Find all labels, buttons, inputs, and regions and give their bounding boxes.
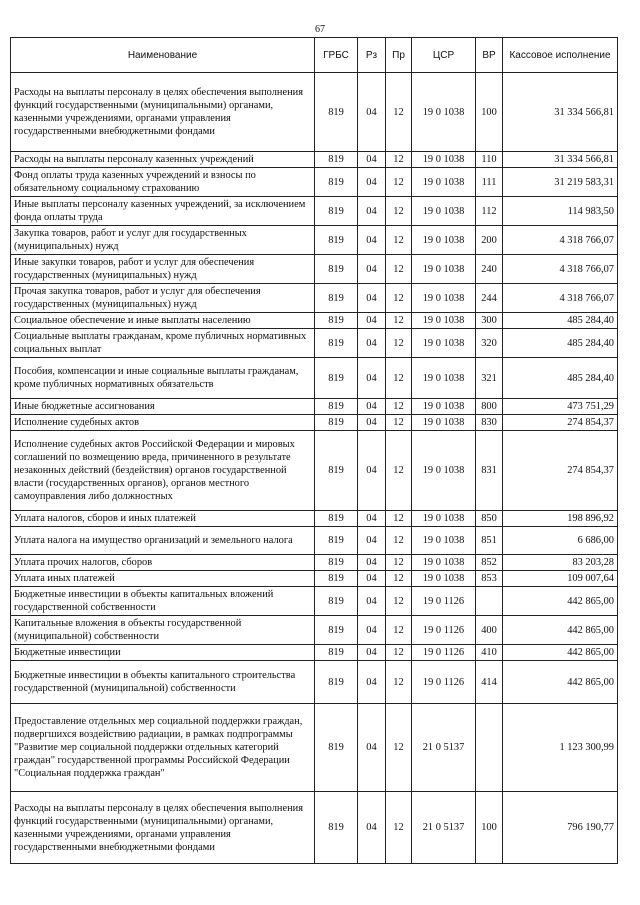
cell-rz: 04 <box>358 571 386 587</box>
cell-csr: 19 0 1126 <box>412 587 476 616</box>
cell-rz: 04 <box>358 415 386 431</box>
cell-rz: 04 <box>358 661 386 704</box>
cell-amount: 1 123 300,99 <box>503 704 618 792</box>
table-row <box>11 358 618 399</box>
header-rz: Рз <box>358 38 386 73</box>
cell-vr: 850 <box>476 511 503 527</box>
cell-rz: 04 <box>358 792 386 864</box>
table-row <box>11 587 618 616</box>
cell-vr: 321 <box>476 358 503 399</box>
cell-pr: 12 <box>386 313 412 329</box>
cell-vr: 831 <box>476 431 503 511</box>
table-row <box>11 555 618 571</box>
table-row <box>11 399 618 415</box>
cell-grbs: 819 <box>315 358 358 399</box>
cell-vr: 800 <box>476 399 503 415</box>
cell-grbs: 819 <box>315 415 358 431</box>
cell-amount: 485 284,40 <box>503 358 618 399</box>
cell-rz: 04 <box>358 704 386 792</box>
cell-rz: 04 <box>358 197 386 226</box>
table-row <box>11 431 618 511</box>
cell-amount: 442 865,00 <box>503 616 618 645</box>
cell-rz: 04 <box>358 555 386 571</box>
cell-grbs: 819 <box>315 226 358 255</box>
cell-csr: 19 0 1126 <box>412 645 476 661</box>
header-grbs: ГРБС <box>315 38 358 73</box>
cell-csr: 19 0 1038 <box>412 358 476 399</box>
cell-grbs: 819 <box>315 313 358 329</box>
cell-amount: 473 751,29 <box>503 399 618 415</box>
cell-pr: 12 <box>386 152 412 168</box>
table-row <box>11 226 618 255</box>
cell-vr: 830 <box>476 415 503 431</box>
cell-pr: 12 <box>386 415 412 431</box>
cell-name: Расходы на выплаты персоналу казенных учреждений <box>11 152 315 168</box>
cell-csr: 19 0 1038 <box>412 152 476 168</box>
cell-pr: 12 <box>386 255 412 284</box>
cell-vr <box>476 587 503 616</box>
cell-grbs: 819 <box>315 571 358 587</box>
cell-name: Фонд оплаты труда казенных учреждений и взносы по обязательному социальному страхованию <box>11 168 315 197</box>
cell-rz: 04 <box>358 329 386 358</box>
table-row <box>11 792 618 864</box>
cell-name: Иные выплаты персоналу казенных учреждений, за исключением фонда оплаты труда <box>11 197 315 226</box>
cell-rz: 04 <box>358 616 386 645</box>
cell-pr: 12 <box>386 587 412 616</box>
cell-grbs: 819 <box>315 527 358 555</box>
cell-name: Иные бюджетные ассигнования <box>11 399 315 415</box>
cell-name: Пособия, компенсации и иные социальные выплаты гражданам, кроме публичных нормативных обязательств <box>11 358 315 399</box>
cell-vr: 410 <box>476 645 503 661</box>
cell-csr: 19 0 1038 <box>412 555 476 571</box>
cell-rz: 04 <box>358 284 386 313</box>
header-pr: Пр <box>386 38 412 73</box>
cell-vr: 400 <box>476 616 503 645</box>
cell-amount: 31 219 583,31 <box>503 168 618 197</box>
cell-vr: 244 <box>476 284 503 313</box>
cell-pr: 12 <box>386 197 412 226</box>
cell-pr: 12 <box>386 527 412 555</box>
cell-csr: 19 0 1038 <box>412 511 476 527</box>
cell-csr: 19 0 1038 <box>412 197 476 226</box>
cell-grbs: 819 <box>315 255 358 284</box>
table-row <box>11 255 618 284</box>
cell-pr: 12 <box>386 792 412 864</box>
cell-csr: 19 0 1038 <box>412 255 476 284</box>
cell-csr: 21 0 5137 <box>412 792 476 864</box>
cell-pr: 12 <box>386 399 412 415</box>
cell-csr: 19 0 1038 <box>412 284 476 313</box>
cell-vr: 200 <box>476 226 503 255</box>
cell-amount: 4 318 766,07 <box>503 226 618 255</box>
header-vr: ВР <box>476 38 503 73</box>
header-name: Наименование <box>11 38 315 73</box>
cell-name: Бюджетные инвестиции <box>11 645 315 661</box>
cell-grbs: 819 <box>315 168 358 197</box>
cell-amount: 31 334 566,81 <box>503 73 618 152</box>
table-row <box>11 527 618 555</box>
table-row <box>11 329 618 358</box>
table-row <box>11 661 618 704</box>
cell-vr: 111 <box>476 168 503 197</box>
cell-vr: 100 <box>476 792 503 864</box>
cell-vr: 320 <box>476 329 503 358</box>
cell-name: Предоставление отдельных мер социальной поддержки граждан, подвергшихся воздействию радиации, в рамках подпрограммы "Развитие мер социальной поддержки отдельных категорий граждан" государственной программы Российской Федерации "Социальная поддержка граждан" <box>11 704 315 792</box>
cell-name: Иные закупки товаров, работ и услуг для обеспечения государственных (муниципальных) нужд <box>11 255 315 284</box>
cell-name: Социальное обеспечение и иные выплаты населению <box>11 313 315 329</box>
table-row <box>11 571 618 587</box>
cell-csr: 19 0 1038 <box>412 313 476 329</box>
cell-pr: 12 <box>386 616 412 645</box>
cell-grbs: 819 <box>315 431 358 511</box>
cell-name: Прочая закупка товаров, работ и услуг для обеспечения государственных (муниципальных) нужд <box>11 284 315 313</box>
cell-amount: 485 284,40 <box>503 313 618 329</box>
cell-pr: 12 <box>386 571 412 587</box>
cell-rz: 04 <box>358 587 386 616</box>
cell-pr: 12 <box>386 226 412 255</box>
cell-name: Бюджетные инвестиции в объекты капитальных вложений государственной собственности <box>11 587 315 616</box>
cell-name: Уплата налогов, сборов и иных платежей <box>11 511 315 527</box>
budget-execution-table <box>10 37 618 864</box>
cell-vr <box>476 704 503 792</box>
cell-rz: 04 <box>358 313 386 329</box>
cell-vr: 112 <box>476 197 503 226</box>
table-row <box>11 645 618 661</box>
cell-grbs: 819 <box>315 73 358 152</box>
cell-pr: 12 <box>386 555 412 571</box>
table-row <box>11 284 618 313</box>
cell-grbs: 819 <box>315 704 358 792</box>
cell-rz: 04 <box>358 152 386 168</box>
cell-grbs: 819 <box>315 152 358 168</box>
cell-name: Бюджетные инвестиции в объекты капитального строительства государственной (муниципальной) собственности <box>11 661 315 704</box>
cell-csr: 19 0 1038 <box>412 329 476 358</box>
cell-rz: 04 <box>358 226 386 255</box>
cell-amount: 442 865,00 <box>503 661 618 704</box>
cell-amount: 6 686,00 <box>503 527 618 555</box>
cell-vr: 300 <box>476 313 503 329</box>
cell-grbs: 819 <box>315 661 358 704</box>
cell-csr: 19 0 1038 <box>412 73 476 152</box>
cell-name: Социальные выплаты гражданам, кроме публичных нормативных социальных выплат <box>11 329 315 358</box>
cell-name: Уплата прочих налогов, сборов <box>11 555 315 571</box>
cell-csr: 19 0 1038 <box>412 168 476 197</box>
cell-name: Исполнение судебных актов Российской Федерации и мировых соглашений по возмещению вреда, причиненного в результате незаконных действий (бездействия) органов государственной власти (государственных органов), органов местного самоуправления либо должностных <box>11 431 315 511</box>
cell-rz: 04 <box>358 358 386 399</box>
cell-amount: 442 865,00 <box>503 645 618 661</box>
cell-csr: 19 0 1038 <box>412 415 476 431</box>
cell-pr: 12 <box>386 704 412 792</box>
cell-name: Исполнение судебных актов <box>11 415 315 431</box>
table-row <box>11 313 618 329</box>
cell-pr: 12 <box>386 329 412 358</box>
cell-amount: 198 896,92 <box>503 511 618 527</box>
cell-vr: 414 <box>476 661 503 704</box>
cell-amount: 109 007,64 <box>503 571 618 587</box>
cell-name: Уплата иных платежей <box>11 571 315 587</box>
cell-amount: 274 854,37 <box>503 415 618 431</box>
cell-name: Расходы на выплаты персоналу в целях обеспечения выполнения функций государственными (муниципальными) органами, казенными учреждениями, органами управления государственными внебюджетными фондами <box>11 792 315 864</box>
table-row <box>11 73 618 152</box>
cell-rz: 04 <box>358 399 386 415</box>
cell-vr: 851 <box>476 527 503 555</box>
cell-rz: 04 <box>358 511 386 527</box>
cell-grbs: 819 <box>315 284 358 313</box>
cell-pr: 12 <box>386 645 412 661</box>
cell-rz: 04 <box>358 168 386 197</box>
cell-name: Уплата налога на имущество организаций и земельного налога <box>11 527 315 555</box>
header-csr: ЦСР <box>412 38 476 73</box>
cell-csr: 19 0 1038 <box>412 431 476 511</box>
cell-csr: 19 0 1038 <box>412 399 476 415</box>
cell-pr: 12 <box>386 511 412 527</box>
cell-rz: 04 <box>358 255 386 284</box>
cell-vr: 852 <box>476 555 503 571</box>
cell-rz: 04 <box>358 73 386 152</box>
cell-name: Расходы на выплаты персоналу в целях обеспечения выполнения функций государственными (муниципальными) органами, казенными учреждениями, органами управления государственными внебюджетными фондами <box>11 73 315 152</box>
cell-amount: 796 190,77 <box>503 792 618 864</box>
cell-name: Капитальные вложения в объекты государственной (муниципальной) собственности <box>11 616 315 645</box>
cell-csr: 19 0 1038 <box>412 527 476 555</box>
page-number: 67 <box>315 24 325 35</box>
cell-pr: 12 <box>386 168 412 197</box>
header-amount: Кассовое исполнение <box>503 38 618 73</box>
cell-pr: 12 <box>386 358 412 399</box>
cell-amount: 442 865,00 <box>503 587 618 616</box>
cell-name: Закупка товаров, работ и услуг для государственных (муниципальных) нужд <box>11 226 315 255</box>
cell-pr: 12 <box>386 284 412 313</box>
cell-amount: 83 203,28 <box>503 555 618 571</box>
cell-grbs: 819 <box>315 329 358 358</box>
table-row <box>11 197 618 226</box>
cell-grbs: 819 <box>315 511 358 527</box>
table-row <box>11 616 618 645</box>
cell-pr: 12 <box>386 661 412 704</box>
cell-csr: 19 0 1126 <box>412 661 476 704</box>
table-row <box>11 415 618 431</box>
table-row <box>11 511 618 527</box>
cell-pr: 12 <box>386 431 412 511</box>
cell-amount: 31 334 566,81 <box>503 152 618 168</box>
cell-csr: 19 0 1038 <box>412 571 476 587</box>
table-row <box>11 704 618 792</box>
cell-rz: 04 <box>358 431 386 511</box>
cell-rz: 04 <box>358 645 386 661</box>
cell-csr: 21 0 5137 <box>412 704 476 792</box>
table-row <box>11 168 618 197</box>
cell-grbs: 819 <box>315 555 358 571</box>
cell-csr: 19 0 1038 <box>412 226 476 255</box>
cell-grbs: 819 <box>315 616 358 645</box>
cell-pr: 12 <box>386 73 412 152</box>
cell-grbs: 819 <box>315 792 358 864</box>
cell-rz: 04 <box>358 527 386 555</box>
table-header-row <box>11 38 618 73</box>
cell-csr: 19 0 1126 <box>412 616 476 645</box>
cell-vr: 100 <box>476 73 503 152</box>
cell-grbs: 819 <box>315 197 358 226</box>
cell-vr: 853 <box>476 571 503 587</box>
cell-grbs: 819 <box>315 399 358 415</box>
table-row <box>11 152 618 168</box>
cell-amount: 4 318 766,07 <box>503 284 618 313</box>
cell-amount: 4 318 766,07 <box>503 255 618 284</box>
cell-grbs: 819 <box>315 645 358 661</box>
cell-amount: 485 284,40 <box>503 329 618 358</box>
cell-amount: 274 854,37 <box>503 431 618 511</box>
cell-vr: 240 <box>476 255 503 284</box>
cell-vr: 110 <box>476 152 503 168</box>
cell-amount: 114 983,50 <box>503 197 618 226</box>
cell-grbs: 819 <box>315 587 358 616</box>
